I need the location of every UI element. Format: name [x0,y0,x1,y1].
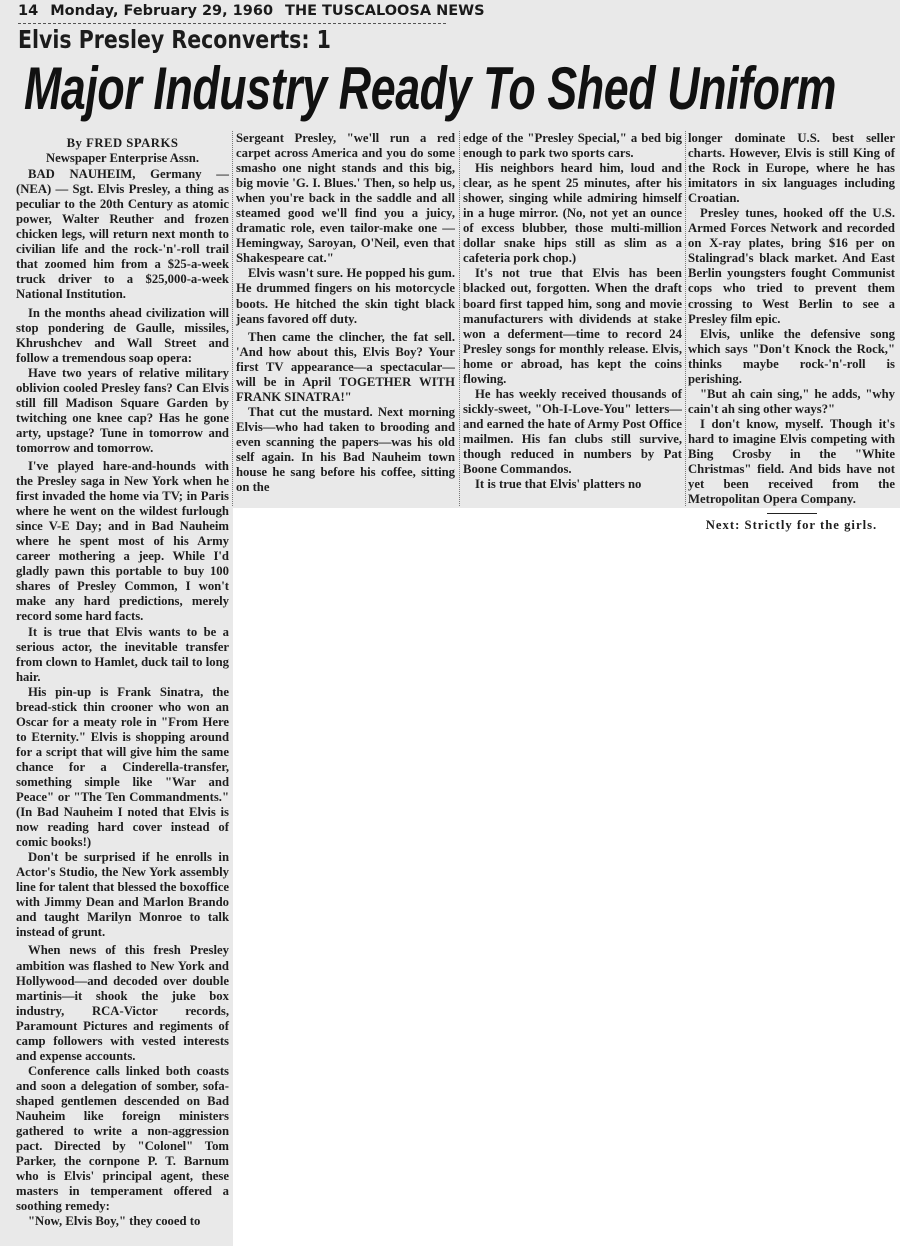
column-divider [232,131,233,506]
paragraph: Presley tunes, hooked off the U.S. Armed Forces Network and recorded on X-ray plates, bring $16 per on Stalingrad's black market. And East Berlin youngsters fought Communist cops who tried to prevent them crossing to West Berlin to see a Presley film epic. [688,206,895,326]
paragraph: Elvis, unlike the defensive song which says "Don't Knock the Rock," thinks maybe rock-'n'-roll is perishing. [688,326,895,386]
paragraph: BAD NAUHEIM, Germany — (NEA) — Sgt. Elvis Presley, a thing as peculiar to the 20th Century as atomic power, Walter Reuther and frozen chicken legs, will return next month to civilian life and the rock-'n'-roll trail that zoomed him from a $25-a-week truck driver to a $25,000-a-week National Institution. [16,167,229,302]
column-divider [685,131,686,506]
paragraph: I've played hare-and-hounds with the Presley saga in New York when he first invaded the home via TV; in Paris where he went on the wildest furlough since V-E Day; and in Bad Nauheim where he spent most of his Army career mothering a jeep. While I'd gladly pawn this portable to buy 100 shares of Presley Common, I won't make any hard predictions, merely record some hard facts. [16,458,229,624]
byline-author: By FRED SPARKS [66,136,179,150]
paragraph: longer dominate U.S. best seller charts. However, Elvis is still King of the Rock in Europe, where he has imitators in six languages including Croatian. [688,131,895,206]
article-column-3 [463,131,682,492]
next-installment-teaser: Next: Strictly for the girls. [705,518,878,533]
paragraph: He has weekly received thousands of sickly-sweet, "Oh-I-Love-You" letters—and earned the hate of Army Post Office mailmen. His fan clubs still survive, though reduced in numbers by Pat Boone Commandos. [463,386,682,477]
paragraph: edge of the "Presley Special," a bed big enough to park two sports cars. [463,131,682,161]
paragraph: Don't be surprised if he enrolls in Actor's Studio, the New York assembly line for talent that blessed the boxoffice with Jimmy Dean and Marlon Brando and taught Marilyn Monroe to talk instead of grunt. [16,850,229,940]
article-column-1 [16,136,229,1229]
paragraph: Have two years of relative military oblivion cooled Presley fans? Can Elvis still fill Madison Square Garden by twitching one knee cap? Has he gone arty, upstage? Tune in tomorrow and tomorrow and tomorrow. [16,365,229,455]
paragraph: It is true that Elvis wants to be a serious actor, the inevitable transfer from clown to Hamlet, duck tail to long hair. [16,624,229,684]
page-number: 14 [18,3,39,19]
paragraph: In the months ahead civilization will stop pondering de Gaulle, missiles, Khrushchev and Wall Street and follow a tremendous soap opera: [16,305,229,365]
column-divider [459,131,460,506]
headline: Major Industry Ready To Shed Uniform [24,55,836,122]
paragraph: It is true that Elvis' platters no [475,477,642,492]
paragraph: I don't know, myself. Though it's hard to imagine Elvis competing with Bing Crosby in the "White Christmas" field. And bids have not yet been received from the Metropolitan Opera Company. [688,416,895,507]
paragraph: Sergeant Presley, "we'll run a red carpet across America and you do some smasho one night stands and this big, big movie 'G. I. Blues.' Then, so help us, when you're back in the saddle and all steamed good we'll find you a juicy, dramatic role, even tailor-make one — Hemingway, Saroyan, O'Neil, even that Shakespeare cat." [236,131,455,266]
paragraph: That cut the mustard. Next morning Elvis—who had taken to brooding and even scanning the papers—was his old self again. In his Bad Nauheim town house he sang before his coffee, sitting on the [236,404,455,495]
page-masthead [18,3,497,19]
article-column-4 [688,131,895,533]
paragraph: Then came the clincher, the fat sell. 'And how about this, Elvis Boy? Your first TV appearance—a spectacular—will be in April TOGETHER WITH FRANK SINATRA!" [236,329,455,404]
masthead-rule [18,23,446,24]
end-of-article-rule [767,513,817,514]
paragraph: Conference calls linked both coasts and soon a delegation of somber, sofa-shaped gentlemen descended on Bad Nauheim like foreign ministers gathered to write a non-aggression pact. Directed by "Colonel" Tom Parker, the cornpone P. T. Barnum who is Elvis' principal agent, these masters in temperament offered a soothing remedy: [16,1063,229,1214]
paragraph: His neighbors heard him, loud and clear, as he spent 25 minutes, after his shower, singing while admiring himself in a huge mirror. (No, not yet an ounce of excess blubber, those multi-million dollar snake hips still as slim as a cafeteria pork chop.) [463,161,682,266]
issue-date: Monday, February 29, 1960 [50,3,274,19]
paragraph: Elvis wasn't sure. He popped his gum. He drummed fingers on his motorcycle boots. He hitched the skin tight black jeans favored off duty. [236,266,455,326]
byline-organization: Newspaper Enterprise Assn. [45,151,200,166]
paragraph: It's not true that Elvis has been blacked out, forgotten. When the draft board first tapped him, song and movie manufacturers with dividends at stake won a deferment—time to record 24 Presley songs for monthly release. Elvis, home or abroad, has kept the coins flowing. [463,266,682,386]
paragraph: "Now, Elvis Boy," they cooed to [28,1214,201,1229]
newspaper-name: THE TUSCALOOSA NEWS [285,3,485,19]
paragraph: When news of this fresh Presley ambition was flashed to New York and Hollywood—and decoded over double martinis—it shook the juke box industry, RCA-Victor records, Paramount Pictures and regiments of camp followers with vested interests and expense accounts. [16,943,229,1063]
article-column-2 [236,131,455,495]
series-kicker: Elvis Presley Reconverts: 1 [18,25,331,54]
paragraph: His pin-up is Frank Sinatra, the bread-stick thin crooner who won an Oscar for a meaty role in "From Here to Eternity." Elvis is shopping around for a script that will give him the same chance for a Cinderella-transfer, something simple like "War and Peace" or "The Ten Commandments." (In Bad Nauheim I noted that Elvis is now reading hard cover instead of comic books!) [16,684,229,850]
paragraph: "But ah cain sing," he adds, "why cain't ah sing other ways?" [688,386,895,416]
